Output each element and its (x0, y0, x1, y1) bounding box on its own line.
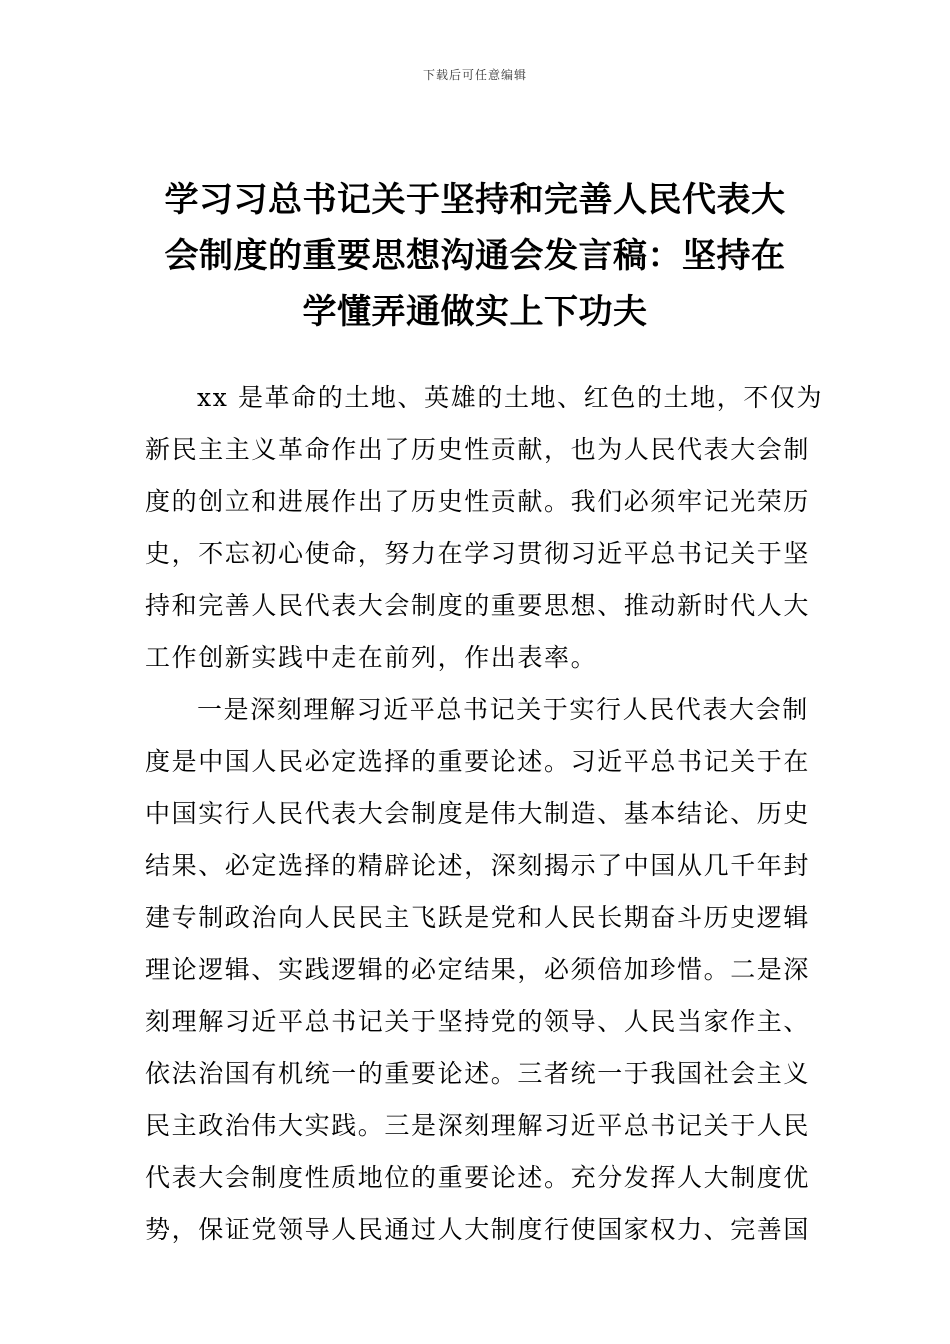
text-line: 度是中国人民必定选择的重要论述。习近平总书记关于在 (145, 747, 811, 776)
text-line: 势，保证党领导人民通过人大制度行使国家权力、完善国 (145, 1215, 811, 1244)
text-line: 依法治国有机统一的重要论述。三者统一于我国社会主义 (145, 1059, 811, 1088)
text-line: 中国实行人民代表大会制度是伟大制造、基本结论、历史 (145, 799, 811, 828)
text-line: 一是深刻理解习近平总书记关于实行人民代表大会制 (197, 695, 809, 724)
paragraph-1 (145, 372, 824, 684)
text-line: 持和完善人民代表大会制度的重要思想、推动新时代人大 (145, 591, 811, 620)
text-line: 刻理解习近平总书记关于坚持党的领导、人民当家作主、 (145, 1007, 811, 1036)
title-line: 学懂弄通做实上下功夫 (302, 292, 648, 332)
text-line: xx 是革命的土地、英雄的土地、红色的土地，不仅为 (197, 383, 824, 412)
document-body (145, 372, 824, 1256)
title-line: 会制度的重要思想沟通会发言稿：坚持在 (164, 236, 786, 276)
text-line: 新民主主义革命作出了历史性贡献，也为人民代表大会制 (145, 435, 811, 464)
page-header-note: 下载后可任意编辑 (422, 68, 527, 82)
text-line: 结果、必定选择的精辟论述，深刻揭示了中国从几千年封 (145, 851, 811, 880)
text-line: 工作创新实践中走在前列，作出表率。 (145, 643, 598, 672)
text-line: 建专制政治向人民民主飞跃是党和人民长期奋斗历史逻辑 (145, 903, 811, 932)
title-line: 学习习总书记关于坚持和完善人民代表大 (164, 180, 786, 220)
text-line: 民主政治伟大实践。三是深刻理解习近平总书记关于人民 (145, 1111, 811, 1140)
document-title (150, 172, 800, 340)
text-line: 理论逻辑、实践逻辑的必定结果，必须倍加珍惜。二是深 (145, 955, 811, 984)
text-line: 史，不忘初心使命，努力在学习贯彻习近平总书记关于坚 (145, 539, 811, 568)
paragraph-2 (145, 684, 811, 1256)
text-line: 度的创立和进展作出了历史性贡献。我们必须牢记光荣历 (145, 487, 811, 516)
text-line: 代表大会制度性质地位的重要论述。充分发挥人大制度优 (145, 1163, 811, 1192)
